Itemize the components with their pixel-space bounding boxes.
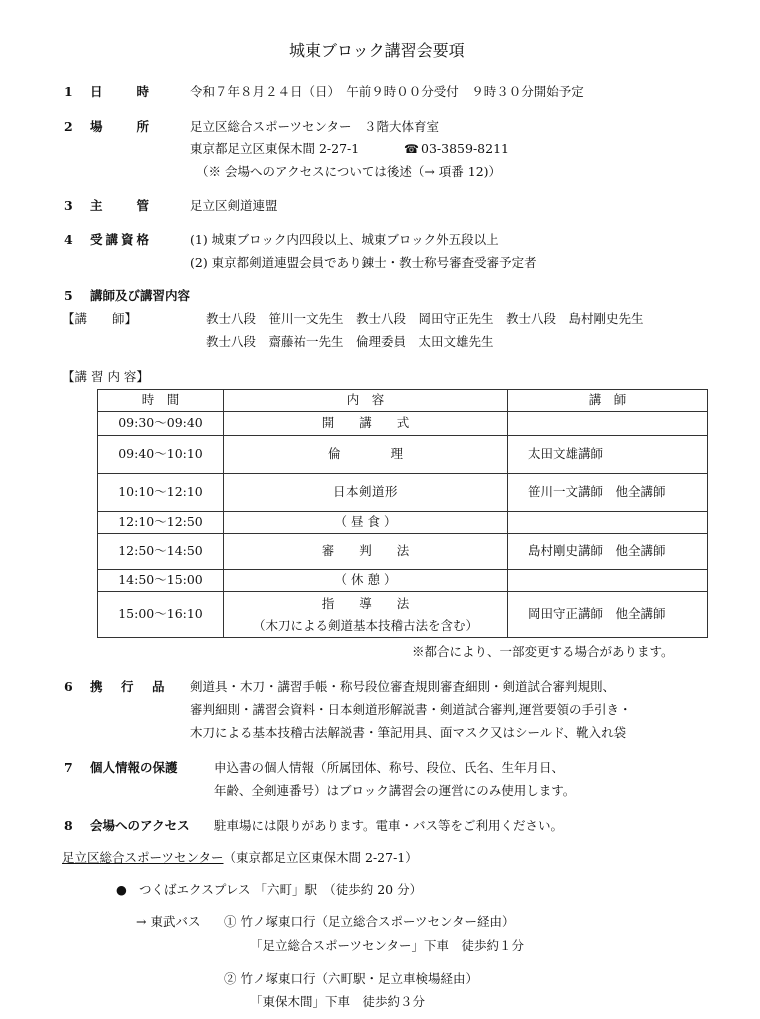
section-4-number: 4 xyxy=(64,232,73,247)
qualification-1: (1) 城東ブロック内四段以上、城東ブロック外五段以上 xyxy=(190,232,499,247)
row-teacher xyxy=(508,412,708,436)
section-3-number: 3 xyxy=(64,198,73,213)
venue-address: 東京都足立区東保木間 2-27-1 xyxy=(190,141,360,156)
row-content: 指 導 法 xyxy=(321,595,410,611)
row-teacher: 笹川一文講師 他全講師 xyxy=(508,474,708,512)
venue-tel: 03-3859-8211 xyxy=(421,141,509,156)
section-2-label: 場 所 xyxy=(90,119,153,134)
section-1-label: 日 時 xyxy=(90,84,153,99)
table-row xyxy=(98,534,708,570)
row-content: 審 判 法 xyxy=(224,534,508,570)
station-info: つくばエクスプレス 「六町」駅 （徒歩約 20 分） xyxy=(139,882,423,897)
section-6-number: 6 xyxy=(64,679,73,694)
access-venue-line xyxy=(62,852,418,865)
header-content: 内 容 xyxy=(224,390,508,412)
section-3-label: 主 管 xyxy=(90,198,153,213)
row-time: 14:50～15:00 xyxy=(98,570,224,592)
header-teacher: 講 師 xyxy=(508,390,708,412)
section-3-text: 足立区剣道連盟 xyxy=(190,198,278,213)
bus-arrow: → 東武バス xyxy=(136,914,201,929)
section-2-number: 2 xyxy=(64,119,73,134)
instructors-label: 【講 師】 xyxy=(62,311,138,326)
row-time: 09:40～10:10 xyxy=(98,436,224,474)
row-content-multi xyxy=(224,592,508,638)
row-teacher: 太田文雄講師 xyxy=(508,436,708,474)
bullet-icon: ● xyxy=(116,882,127,897)
telephone-icon: ☎ xyxy=(404,142,419,156)
row-time: 12:10～12:50 xyxy=(98,512,224,534)
content-label: 【講 習 内 容】 xyxy=(62,369,149,384)
venue-access-note: （※ 会場へのアクセスについては後述（→ 項番 12)） xyxy=(196,164,502,179)
row-content: （ 休 憩 ） xyxy=(224,570,508,592)
section-7-number: 7 xyxy=(64,760,73,775)
row-content: 倫 理 xyxy=(224,436,508,474)
section-1-number: 1 xyxy=(64,84,73,99)
items-line-2: 審判細則・講習会資料・日本剣道形解説書・剣道試合審判,運営要領の手引き・ xyxy=(190,702,632,717)
access-venue-address: （東京都足立区東保木間 2-27-1） xyxy=(223,850,418,865)
bus-route-2-stop: 「東保木間」下車 徒歩約３分 xyxy=(250,994,426,1009)
table-header-row xyxy=(98,390,708,412)
table-row xyxy=(98,570,708,592)
privacy-line-2: 年齢、全剣連番号）はブロック講習会の運営にのみ使用します。 xyxy=(214,783,576,798)
table-row xyxy=(98,412,708,436)
table-row xyxy=(98,474,708,512)
row-time: 12:50～14:50 xyxy=(98,534,224,570)
table-row xyxy=(98,592,708,638)
items-line-3: 木刀による基本技稽古法解説書・筆記用具、面マスク又はシールド、靴入れ袋 xyxy=(190,725,627,740)
section-8-label: 会場へのアクセス xyxy=(90,818,190,833)
bus-route-1-stop: 「足立総合スポーツセンター」下車 徒歩約１分 xyxy=(250,938,525,953)
instructors-line-2: 教士八段 齋藤祐一先生 倫理委員 太田文雄先生 xyxy=(206,334,494,349)
section-7-label: 個人情報の保護 xyxy=(90,760,178,775)
table-row xyxy=(98,512,708,534)
page-title: 城東ブロック講習会要項 xyxy=(289,41,465,60)
bus-route-1: ① 竹ノ塚東口行（足立総合スポーツセンター経由） xyxy=(224,914,515,929)
items-line-1: 剣道具・木刀・講習手帳・称号段位審査規則審査細則・剣道試合審判規則、 xyxy=(190,679,616,694)
row-teacher: 岡田守正講師 他全講師 xyxy=(508,592,708,638)
header-time: 時 間 xyxy=(98,390,224,412)
row-content: （ 昼 食 ） xyxy=(224,512,508,534)
table-row xyxy=(98,436,708,474)
row-teacher: 島村剛史講師 他全講師 xyxy=(508,534,708,570)
bus-route-2: ② 竹ノ塚東口行（六町駅・足立車検場経由） xyxy=(224,971,478,986)
qualification-2: (2) 東京都剣道連盟会員であり錬士・教士称号審査受審予定者 xyxy=(190,255,537,270)
section-5-heading: 講師及び講習内容 xyxy=(90,288,191,303)
section-6-label: 携 行 品 xyxy=(90,679,168,694)
section-4-label: 受講資格 xyxy=(90,232,153,247)
row-content: 開 講 式 xyxy=(224,412,508,436)
schedule-table xyxy=(97,389,708,638)
section-5-number: 5 xyxy=(64,288,73,303)
section-1-text: 令和７年８月２４日（日） 午前９時００分受付 ９時３０分開始予定 xyxy=(190,84,584,99)
privacy-line-1: 申込書の個人情報（所属団体、称号、段位、氏名、生年月日、 xyxy=(214,760,565,775)
section-8-number: 8 xyxy=(64,818,73,833)
row-time: 09:30～09:40 xyxy=(98,412,224,436)
access-text: 駐車場には限りがあります。電車・バス等をご利用ください。 xyxy=(214,818,564,833)
access-venue-name: 足立区総合スポーツセンター xyxy=(62,850,224,865)
row-teacher xyxy=(508,512,708,534)
row-content: 日本剣道形 xyxy=(224,474,508,512)
row-content-sub: （木刀による剣道基本技稽古法を含む） xyxy=(252,617,478,633)
venue-name: 足立区総合スポーツセンター ３階大体育室 xyxy=(190,119,440,134)
row-time: 10:10～12:10 xyxy=(98,474,224,512)
row-teacher xyxy=(508,570,708,592)
row-time: 15:00～16:10 xyxy=(98,592,224,638)
instructors-line-1: 教士八段 笹川一文先生 教士八段 岡田守正先生 教士八段 島村剛史先生 xyxy=(206,311,644,326)
schedule-note: ※都合により、一部変更する場合があります。 xyxy=(412,644,674,659)
